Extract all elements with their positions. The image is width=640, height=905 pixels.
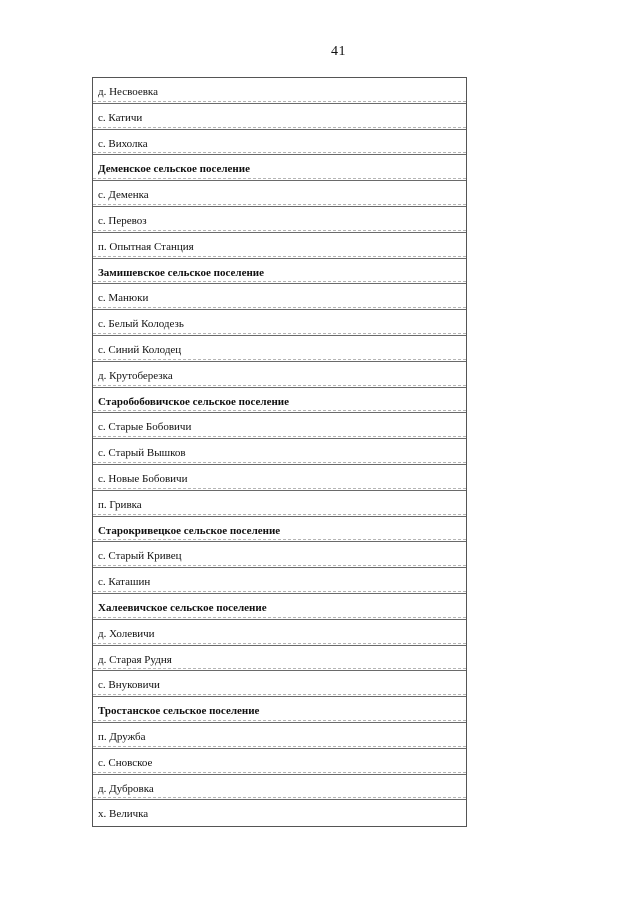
- section-heading-row: Старобобовичское сельское поселение: [93, 388, 466, 414]
- table-row: д. Крутоберезка: [93, 362, 466, 388]
- table-row: с. Внуковичи: [93, 671, 466, 697]
- table-row: с. Деменка: [93, 181, 466, 207]
- table-row: с. Каташин: [93, 568, 466, 594]
- table-row: д. Холевичи: [93, 620, 466, 646]
- table-row: с. Белый Колодезь: [93, 310, 466, 336]
- table-row: д. Дубровка: [93, 775, 466, 801]
- section-heading-row: Деменское сельское поселение: [93, 155, 466, 181]
- table-row: п. Дружба: [93, 723, 466, 749]
- table-row: с. Старый Кривец: [93, 542, 466, 568]
- table-row: с. Синий Колодец: [93, 336, 466, 362]
- section-heading-row: Тростанское сельское поселение: [93, 697, 466, 723]
- section-heading-row: Замишевское сельское поселение: [93, 259, 466, 285]
- table-row: с. Вихолка: [93, 130, 466, 156]
- table-row: с. Старый Вышков: [93, 439, 466, 465]
- table-row: с. Манюки: [93, 284, 466, 310]
- table-row: д. Старая Рудня: [93, 646, 466, 672]
- table-row: х. Величка: [98, 808, 149, 821]
- table-row: с. Сновское: [93, 749, 466, 775]
- table-row: д. Несвоевка: [93, 78, 466, 104]
- table-row: с. Старые Бобовичи: [93, 413, 466, 439]
- section-heading-row: Старокривецкое сельское поселение: [93, 517, 466, 543]
- page-number: 41: [331, 44, 346, 59]
- settlements-table: [92, 77, 467, 827]
- table-row: п. Гривка: [93, 491, 466, 517]
- table-row: с. Новые Бобовичи: [93, 465, 466, 491]
- table-row: п. Опытная Станция: [93, 233, 466, 259]
- section-heading-row: Халеевичское сельское поселение: [93, 594, 466, 620]
- table-row: с. Катичи: [93, 104, 466, 130]
- table-row: с. Перевоз: [93, 207, 466, 233]
